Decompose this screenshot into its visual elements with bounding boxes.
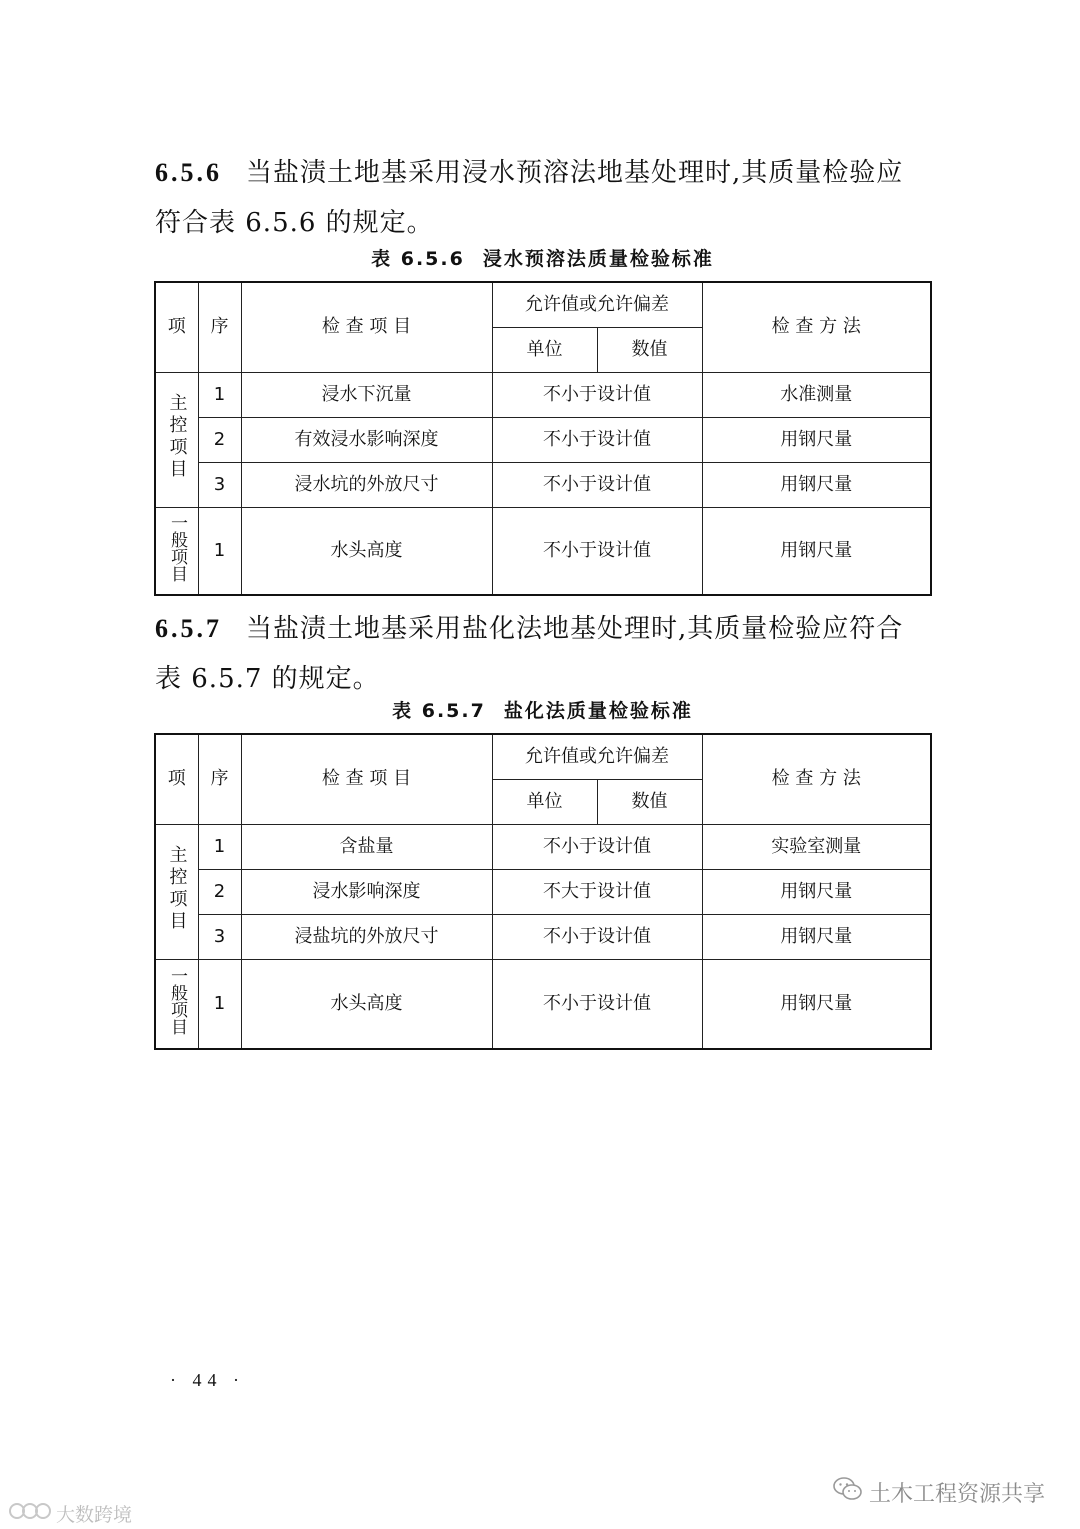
watermark-source bbox=[833, 1476, 1045, 1508]
clause-6-5-7 bbox=[155, 604, 935, 704]
group-main: 主控项目 bbox=[155, 372, 198, 507]
row-method: 水准测量 bbox=[702, 372, 931, 417]
header-seq: 序 bbox=[198, 734, 241, 824]
table-row bbox=[155, 959, 931, 1049]
table-row bbox=[155, 417, 931, 462]
table-row bbox=[155, 869, 931, 914]
row-method: 用钢尺量 bbox=[702, 417, 931, 462]
quality-table-6-5-7 bbox=[154, 733, 932, 1050]
row-allowance: 不小于设计值 bbox=[492, 417, 702, 462]
row-seq: 1 bbox=[198, 959, 241, 1049]
logo-icon bbox=[8, 1500, 52, 1527]
group-general: 一般项目 bbox=[155, 959, 198, 1049]
table-caption-title: 浸水预溶法质量检验标准 bbox=[482, 248, 714, 270]
header-item: 项 bbox=[155, 282, 198, 372]
row-seq: 2 bbox=[198, 869, 241, 914]
row-allowance: 不大于设计值 bbox=[492, 869, 702, 914]
group-general: 一般项目 bbox=[155, 507, 198, 595]
header-unit: 单位 bbox=[492, 327, 597, 372]
table-row bbox=[155, 914, 931, 959]
clause-number: 6.5.7 bbox=[155, 614, 222, 643]
header-allowance: 允许值或允许偏差 bbox=[492, 282, 702, 327]
clause-text-line1: 当盐渍土地基采用浸水预溶法地基处理时,其质量检验应 bbox=[246, 158, 904, 188]
clause-6-5-6 bbox=[155, 148, 935, 248]
quality-table-6-5-6 bbox=[154, 281, 932, 596]
row-seq: 1 bbox=[198, 372, 241, 417]
row-allowance: 不小于设计值 bbox=[492, 372, 702, 417]
table-caption bbox=[155, 696, 930, 723]
header-seq: 序 bbox=[198, 282, 241, 372]
row-seq: 2 bbox=[198, 417, 241, 462]
clause-text-line1: 当盐渍土地基采用盐化法地基处理时,其质量检验应符合 bbox=[246, 614, 904, 644]
row-allowance: 不小于设计值 bbox=[492, 959, 702, 1049]
row-method: 用钢尺量 bbox=[702, 462, 931, 507]
header-check-item: 检 查 项 目 bbox=[241, 282, 492, 372]
wechat-icon bbox=[833, 1476, 863, 1508]
row-seq: 1 bbox=[198, 507, 241, 595]
header-method: 检 查 方 法 bbox=[702, 734, 931, 824]
table-header-row bbox=[155, 734, 931, 779]
clause-text-line2: 符合表 6.5.6 的规定。 bbox=[155, 208, 434, 238]
row-allowance: 不小于设计值 bbox=[492, 914, 702, 959]
row-seq: 1 bbox=[198, 824, 241, 869]
header-method: 检 查 方 法 bbox=[702, 282, 931, 372]
watermark-logo-text: 大数跨境 bbox=[56, 1504, 133, 1526]
header-check-item: 检 查 项 目 bbox=[241, 734, 492, 824]
watermark-logo bbox=[8, 1500, 132, 1527]
table-row bbox=[155, 824, 931, 869]
group-main: 主控项目 bbox=[155, 824, 198, 959]
table-caption-title: 盐化法质量检验标准 bbox=[503, 700, 693, 722]
table-row bbox=[155, 462, 931, 507]
row-seq: 3 bbox=[198, 914, 241, 959]
table-row bbox=[155, 372, 931, 417]
header-value: 数值 bbox=[597, 779, 702, 824]
row-method: 用钢尺量 bbox=[702, 959, 931, 1049]
header-allowance: 允许值或允许偏差 bbox=[492, 734, 702, 779]
row-item: 含盐量 bbox=[241, 824, 492, 869]
table-caption-number: 表 6.5.6 bbox=[371, 248, 465, 270]
watermark-source-text: 土木工程资源共享 bbox=[868, 1481, 1045, 1507]
table-caption-number: 表 6.5.7 bbox=[392, 700, 486, 722]
row-item: 浸水下沉量 bbox=[241, 372, 492, 417]
row-item: 浸水影响深度 bbox=[241, 869, 492, 914]
clause-text-line2: 表 6.5.7 的规定。 bbox=[155, 664, 380, 694]
row-method: 实验室测量 bbox=[702, 824, 931, 869]
row-allowance: 不小于设计值 bbox=[492, 507, 702, 595]
row-allowance: 不小于设计值 bbox=[492, 824, 702, 869]
table-header-row bbox=[155, 282, 931, 327]
row-item: 浸水坑的外放尺寸 bbox=[241, 462, 492, 507]
row-method: 用钢尺量 bbox=[702, 914, 931, 959]
page-number: · 44 · bbox=[170, 1370, 245, 1390]
row-item: 有效浸水影响深度 bbox=[241, 417, 492, 462]
header-value: 数值 bbox=[597, 327, 702, 372]
row-method: 用钢尺量 bbox=[702, 507, 931, 595]
row-allowance: 不小于设计值 bbox=[492, 462, 702, 507]
table-caption bbox=[155, 244, 930, 271]
row-seq: 3 bbox=[198, 462, 241, 507]
row-item: 浸盐坑的外放尺寸 bbox=[241, 914, 492, 959]
header-unit: 单位 bbox=[492, 779, 597, 824]
table-row bbox=[155, 507, 931, 595]
header-item: 项 bbox=[155, 734, 198, 824]
row-method: 用钢尺量 bbox=[702, 869, 931, 914]
row-item: 水头高度 bbox=[241, 959, 492, 1049]
row-item: 水头高度 bbox=[241, 507, 492, 595]
clause-number: 6.5.6 bbox=[155, 158, 222, 187]
